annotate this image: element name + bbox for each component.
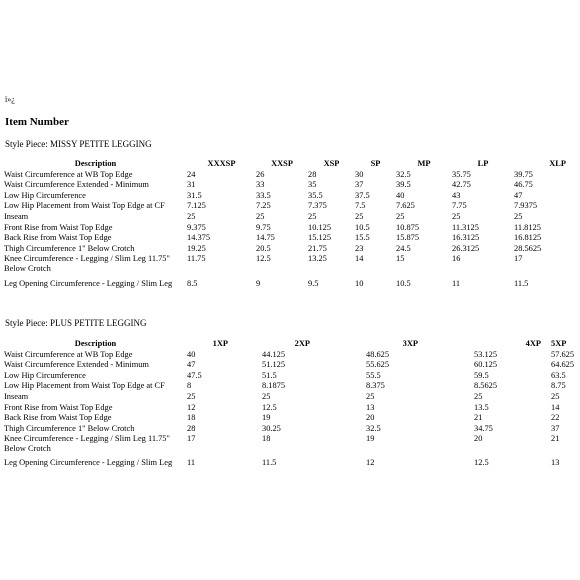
missy-size-table: [4, 159, 566, 289]
plus-value-cell: 18: [187, 413, 196, 423]
plus-value-cell: 25: [474, 391, 483, 401]
plus-description-cell: Knee Circumference - Legging / Slim Leg 11.75" Below Crotch: [4, 434, 170, 453]
missy-value-cell: 33.5: [256, 190, 271, 200]
missy-value-cell: 39.75: [514, 169, 533, 179]
plus-value-cell: 63.5: [551, 370, 566, 380]
plus-row: [4, 350, 569, 361]
plus-value-cell: 64.625: [551, 360, 575, 370]
missy-value-cell: 10.875: [396, 222, 420, 232]
missy-value-cell: 25: [396, 211, 405, 221]
missy-description-cell: Inseam: [4, 211, 29, 221]
plus-value-cell: 34.75: [474, 423, 493, 433]
missy-value-cell: 16.8125: [514, 233, 542, 243]
missy-header-size: XXSP: [271, 159, 293, 168]
plus-value-cell: 51.5: [262, 370, 277, 380]
missy-value-cell: 9: [256, 279, 261, 289]
plus-description-cell: Waist Circumference at WB Top Edge: [4, 349, 133, 359]
missy-value-cell: 28.5625: [514, 243, 542, 253]
missy-value-cell: 10.125: [308, 222, 332, 232]
missy-value-cell: 15.5: [355, 233, 370, 243]
missy-header-size: SP: [370, 159, 381, 168]
missy-value-cell: 23: [355, 243, 364, 253]
plus-value-cell: 22: [551, 413, 560, 423]
missy-value-cell: 33: [256, 180, 265, 190]
missy-value-cell: 15: [396, 254, 405, 264]
missy-value-cell: 25: [256, 211, 265, 221]
missy-value-cell: 47: [514, 190, 523, 200]
plus-value-cell: 11: [187, 458, 196, 468]
missy-header-size: XXXSP: [207, 159, 236, 168]
plus-value-cell: 25: [187, 391, 196, 401]
missy-value-cell: 25: [452, 211, 461, 221]
missy-value-cell: 10: [355, 279, 364, 289]
plus-description-cell: Inseam: [4, 391, 29, 401]
plus-value-cell: 25: [366, 391, 375, 401]
missy-description-cell: Front Rise from Waist Top Edge: [4, 222, 113, 232]
plus-value-cell: 18: [262, 434, 271, 444]
missy-description-cell: Leg Opening Circumference - Legging / Slim Leg: [4, 279, 173, 289]
plus-value-cell: 12: [187, 402, 196, 412]
plus-description-cell: Leg Opening Circumference - Legging / Slim Leg: [4, 458, 173, 468]
missy-row: [4, 254, 566, 275]
missy-value-cell: 19.25: [187, 243, 206, 253]
missy-header-size: XLP: [549, 159, 566, 168]
plus-value-cell: 51.125: [262, 360, 286, 370]
plus-value-cell: 32.5: [366, 423, 381, 433]
missy-value-cell: 25: [514, 211, 523, 221]
plus-description-cell: Waist Circumference Extended - Minimum: [4, 360, 149, 370]
plus-value-cell: 55.5: [366, 370, 381, 380]
missy-value-cell: 25: [308, 211, 317, 221]
plus-row: [4, 455, 569, 467]
missy-value-cell: 26: [256, 169, 265, 179]
missy-value-cell: 14.75: [256, 233, 275, 243]
missy-value-cell: 26.3125: [452, 243, 480, 253]
plus-style-label: Style Piece: PLUS PETITE LEGGING: [5, 318, 147, 328]
missy-header-size: MP: [417, 159, 431, 168]
missy-row: [4, 223, 566, 234]
missy-header-size: XSP: [323, 159, 340, 168]
missy-value-cell: 20.5: [256, 243, 271, 253]
missy-description-cell: Waist Circumference Extended - Minimum: [4, 180, 149, 190]
plus-description-cell: Low Hip Circumference: [4, 370, 86, 380]
plus-value-cell: 53.125: [474, 349, 498, 359]
plus-value-cell: 37: [551, 423, 560, 433]
plus-value-cell: 21: [474, 413, 483, 423]
plus-value-cell: 8.5625: [474, 381, 498, 391]
plus-header-size: 1XP: [212, 339, 228, 348]
item-number-heading: Item Number: [5, 116, 69, 128]
plus-row: [4, 392, 569, 403]
plus-value-cell: 57.625: [551, 349, 575, 359]
missy-value-cell: 32.5: [396, 169, 411, 179]
missy-value-cell: 39.5: [396, 180, 411, 190]
plus-value-cell: 13: [551, 458, 560, 468]
plus-header-size: 3XP: [402, 339, 418, 348]
missy-value-cell: 13.25: [308, 254, 327, 264]
missy-value-cell: 7.375: [308, 201, 327, 211]
missy-value-cell: 43: [452, 190, 461, 200]
plus-description-cell: Front Rise from Waist Top Edge: [4, 402, 113, 412]
missy-value-cell: 28: [308, 169, 317, 179]
plus-value-cell: 20: [366, 413, 375, 423]
missy-value-cell: 11.75: [187, 254, 206, 264]
missy-value-cell: 31.5: [187, 190, 202, 200]
missy-value-cell: 37: [355, 180, 364, 190]
plus-row: [4, 371, 569, 382]
missy-description-cell: Back Rise from Waist Top Edge: [4, 233, 112, 243]
plus-value-cell: 12.5: [474, 458, 489, 468]
plus-description-cell: Thigh Circumference 1" Below Crotch: [4, 423, 135, 433]
plus-header-size: 2XP: [294, 339, 310, 348]
plus-value-cell: 28: [187, 423, 196, 433]
plus-header-row: [4, 339, 569, 350]
missy-value-cell: 7.9375: [514, 201, 538, 211]
missy-description-cell: Waist Circumference at WB Top Edge: [4, 169, 133, 179]
missy-row: [4, 191, 566, 202]
plus-value-cell: 55.625: [366, 360, 390, 370]
missy-value-cell: 35.75: [452, 169, 471, 179]
missy-value-cell: 37.5: [355, 190, 370, 200]
plus-value-cell: 44.125: [262, 349, 286, 359]
plus-description-cell: Low Hip Placement from Waist Top Edge at CF: [4, 381, 165, 391]
missy-row: [4, 180, 566, 191]
missy-value-cell: 31: [187, 180, 196, 190]
missy-value-cell: 14.375: [187, 233, 211, 243]
missy-value-cell: 7.5: [355, 201, 366, 211]
missy-value-cell: 30: [355, 169, 364, 179]
missy-description-cell: Thigh Circumference 1" Below Crotch: [4, 243, 135, 253]
missy-value-cell: 15.875: [396, 233, 420, 243]
plus-row: [4, 434, 569, 455]
plus-value-cell: 21: [551, 434, 560, 444]
missy-row: [4, 170, 566, 181]
plus-value-cell: 12.5: [262, 402, 277, 412]
plus-value-cell: 17: [187, 434, 196, 444]
missy-value-cell: 11: [452, 279, 461, 289]
missy-value-cell: 16.3125: [452, 233, 480, 243]
missy-value-cell: 35: [308, 180, 317, 190]
missy-style-label: Style Piece: MISSY PETITE LEGGING: [5, 139, 152, 149]
missy-value-cell: 16: [452, 254, 461, 264]
plus-row: [4, 413, 569, 424]
missy-value-cell: 35.5: [308, 190, 323, 200]
missy-value-cell: 12.5: [256, 254, 271, 264]
missy-value-cell: 9.5: [308, 279, 319, 289]
plus-value-cell: 19: [366, 434, 375, 444]
plus-value-cell: 30.25: [262, 423, 281, 433]
plus-value-cell: 25: [551, 391, 560, 401]
missy-value-cell: 46.75: [514, 180, 533, 190]
plus-value-cell: 13.5: [474, 402, 489, 412]
plus-value-cell: 8.1875: [262, 381, 286, 391]
missy-value-cell: 14: [355, 254, 364, 264]
missy-value-cell: 7.25: [256, 201, 271, 211]
plus-row: [4, 381, 569, 392]
plus-header-description: Description: [74, 339, 117, 348]
plus-value-cell: 8.375: [366, 381, 385, 391]
missy-header-row: [4, 159, 566, 170]
missy-value-cell: 10.5: [355, 222, 370, 232]
missy-row: [4, 201, 566, 212]
missy-row: [4, 212, 566, 223]
missy-value-cell: 8.5: [187, 279, 198, 289]
missy-value-cell: 11.3125: [452, 222, 479, 232]
missy-row: [4, 275, 566, 288]
plus-value-cell: 8: [187, 381, 192, 391]
plus-value-cell: 13: [366, 402, 375, 412]
plus-value-cell: 14: [551, 402, 560, 412]
missy-header-size: LP: [477, 159, 489, 168]
plus-row: [4, 424, 569, 435]
missy-row: [4, 244, 566, 255]
missy-value-cell: 25: [355, 211, 364, 221]
missy-value-cell: 24: [187, 169, 196, 179]
plus-size-table: [4, 339, 575, 468]
missy-value-cell: 7.125: [187, 201, 206, 211]
plus-description-cell: Back Rise from Waist Top Edge: [4, 413, 112, 423]
missy-description-cell: Low Hip Placement from Waist Top Edge at CF: [4, 201, 165, 211]
plus-value-cell: 40: [187, 349, 196, 359]
plus-value-cell: 47.5: [187, 370, 202, 380]
missy-description-cell: Knee Circumference - Legging / Slim Leg 11.75" Below Crotch: [4, 254, 170, 273]
missy-value-cell: 25: [187, 211, 196, 221]
missy-value-cell: 9.75: [256, 222, 271, 232]
missy-description-cell: Low Hip Circumference: [4, 190, 86, 200]
encoding-artifact: ï»¿: [5, 95, 15, 104]
plus-row: [4, 403, 569, 414]
plus-value-cell: 20: [474, 434, 483, 444]
plus-value-cell: 11.5: [262, 458, 277, 468]
plus-value-cell: 60.125: [474, 360, 498, 370]
missy-value-cell: 11.8125: [514, 222, 541, 232]
missy-header-description: Description: [74, 159, 117, 168]
plus-value-cell: 47: [187, 360, 196, 370]
missy-value-cell: 42.75: [452, 180, 471, 190]
plus-value-cell: 25: [262, 391, 271, 401]
missy-value-cell: 10.5: [396, 279, 411, 289]
missy-value-cell: 15.125: [308, 233, 332, 243]
missy-value-cell: 9.375: [187, 222, 206, 232]
missy-value-cell: 17: [514, 254, 523, 264]
plus-header-size: 4XP: [525, 339, 541, 348]
plus-row: [4, 360, 569, 371]
missy-value-cell: 21.75: [308, 243, 327, 253]
missy-value-cell: 11.5: [514, 279, 529, 289]
plus-header-size: 5XP: [551, 339, 567, 348]
plus-value-cell: 59.5: [474, 370, 489, 380]
missy-value-cell: 24.5: [396, 243, 411, 253]
plus-value-cell: 19: [262, 413, 271, 423]
missy-value-cell: 7.625: [396, 201, 415, 211]
missy-value-cell: 7.75: [452, 201, 467, 211]
plus-value-cell: 48.625: [366, 349, 390, 359]
plus-value-cell: 8.75: [551, 381, 566, 391]
missy-row: [4, 233, 566, 244]
missy-value-cell: 40: [396, 190, 405, 200]
plus-value-cell: 12: [366, 458, 375, 468]
